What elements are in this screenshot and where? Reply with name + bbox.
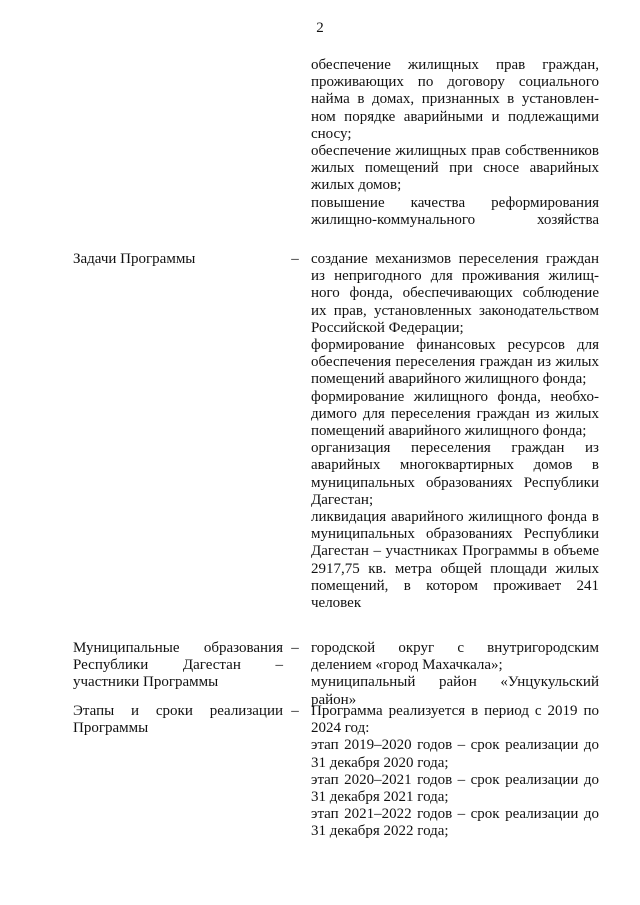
stages-dash: – [291, 703, 299, 719]
goals-item: обеспечение жилищных прав собственников жилых помещений при сносе аварийных жилых домов; [311, 143, 599, 194]
stages-content [311, 703, 599, 841]
stages-item: Программа реализуется в период с 2019 по 2024 год: [311, 703, 599, 737]
stages-label: Этапы и сроки реализации Программы [73, 703, 283, 737]
stages-item: этап 2019–2020 годов – срок реализации до 31 декабря 2020 года; [311, 737, 599, 771]
tasks-item: формирование финансовых ресурсов для обеспечения переселения граждан из жилых помещений аварийного жилищного фонда; [311, 337, 599, 388]
tasks-item: создание механизмов переселения граждан из непригодного для проживания жилищного фонда, обеспечивающих соблюдение их прав, установленных законодательством Российской Федерации; [311, 251, 599, 336]
participants-item: муниципальный район «Унцукульский район» [311, 674, 599, 708]
participants-label: Муниципальные образования Республики Дагестан – участники Программы [73, 640, 283, 691]
goals-continuation-content [311, 57, 599, 229]
goals-item: обеспечение жилищных прав граждан, проживающих по договору социального найма в домах, признанных в установленном порядке аварийными и подлежащими сносу; [311, 57, 599, 142]
page-number: 2 [316, 20, 324, 36]
tasks-item: ликвидация аварийного жилищного фонда в муниципальных образованиях Республики Дагестан – участниках Программы в объеме 2917,75 кв. метра общей площади жилых помещений, в котором проживает 241 человек [311, 509, 599, 612]
stages-item: этап 2020–2021 годов – срок реализации до 31 декабря 2021 года; [311, 771, 599, 806]
tasks-item: организация переселения граждан из аварийных многоквартирных домов в муниципальных образованиях Республики Дагестан; [311, 440, 599, 508]
tasks-label: Задачи Программы [73, 251, 196, 267]
tasks-dash: – [291, 251, 299, 267]
participants-content [311, 640, 599, 709]
tasks-item: формирование жилищного фонда, необходимого для переселения граждан из жилых помещений аварийного жилищного фонда; [311, 388, 599, 440]
stages-item: этап 2021–2022 годов – срок реализации до 31 декабря 2022 года; [311, 806, 599, 840]
participants-dash: – [291, 640, 299, 656]
participants-item: городской округ с внутригородским делением «город Махачкала»; [311, 640, 599, 674]
goals-item: повышение качества реформирования жилищно-коммунального хозяйства [311, 194, 599, 228]
tasks-content [311, 251, 599, 612]
